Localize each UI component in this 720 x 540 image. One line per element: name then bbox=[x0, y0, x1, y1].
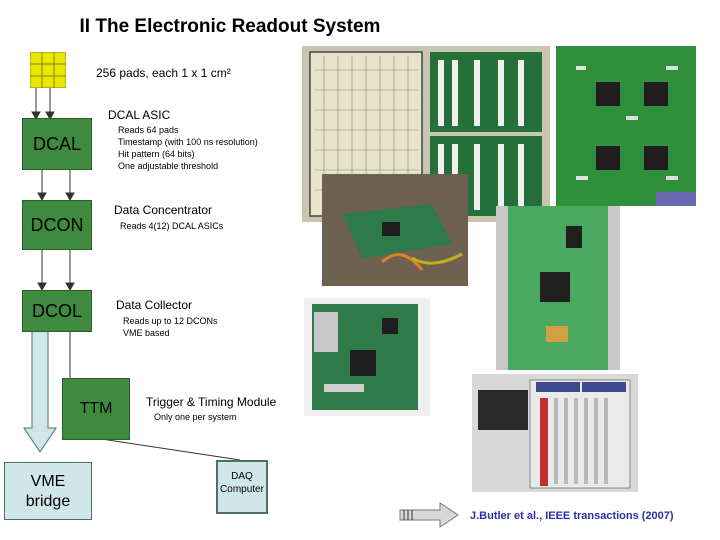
ttm-title: Trigger & Timing Module bbox=[146, 395, 277, 409]
daq-computer-box bbox=[216, 460, 268, 514]
dcal-asic-title: DCAL ASIC bbox=[108, 108, 171, 122]
dcol-line: VME based bbox=[123, 328, 170, 338]
vme-line: bridge bbox=[25, 493, 71, 510]
dcal-box bbox=[22, 118, 92, 170]
dcol-label: DCOL bbox=[31, 301, 82, 321]
pads-caption: 256 pads, each 1 x 1 cm² bbox=[96, 66, 231, 80]
asic-line: One adjustable threshold bbox=[118, 161, 219, 171]
asic-line: Hit pattern (64 bits) bbox=[118, 149, 195, 159]
dcon-photo bbox=[322, 174, 468, 286]
pad-grid-icon bbox=[30, 52, 66, 88]
asic-board-photo bbox=[556, 46, 696, 206]
dcal-label: DCAL bbox=[32, 134, 81, 154]
dcon-note: Reads 4(12) DCAL ASICs bbox=[120, 221, 224, 231]
ttm-box bbox=[62, 378, 130, 440]
ttm-note: Only one per system bbox=[154, 412, 237, 422]
dcon-box bbox=[22, 200, 92, 250]
dcol-title: Data Collector bbox=[116, 298, 193, 312]
dcon-label: DCON bbox=[30, 215, 84, 235]
vme-board-photo bbox=[304, 298, 430, 416]
dcol-details bbox=[123, 315, 218, 339]
vme-crate-photo bbox=[472, 374, 638, 492]
dcol-board-photo bbox=[496, 206, 620, 370]
dcol-line: Reads up to 12 DCONs bbox=[123, 316, 218, 326]
vme-line: VME bbox=[30, 473, 66, 490]
daq-line: DAQ bbox=[231, 471, 253, 482]
slide-title: II The Electronic Readout System bbox=[79, 16, 381, 37]
ttm-label: TTM bbox=[79, 400, 113, 417]
asic-line: Reads 64 pads bbox=[118, 125, 179, 135]
dcal-asic-details bbox=[118, 124, 258, 172]
daq-line: Computer bbox=[220, 484, 264, 495]
reference-citation: J.Butler et al., IEEE transactions (2007) bbox=[470, 510, 674, 522]
dcon-title: Data Concentrator bbox=[114, 203, 213, 217]
dcol-box bbox=[22, 290, 92, 332]
vme-bridge-box bbox=[4, 462, 92, 520]
asic-line: Timestamp (with 100 ns resolution) bbox=[118, 137, 258, 147]
